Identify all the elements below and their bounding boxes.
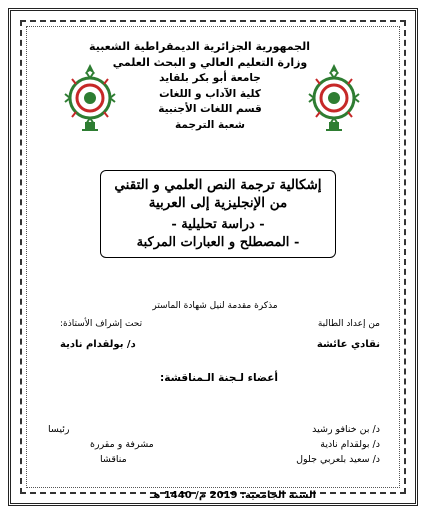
supervisor-label: تحت إشراف الأستاذة: bbox=[60, 319, 143, 329]
header-university: جامعة أبو بكر بلقايد bbox=[159, 72, 261, 84]
header-faculty: كلية الآداب و اللغات bbox=[159, 88, 261, 100]
student-label: من إعداد الطالبة bbox=[317, 319, 380, 329]
title-line-2: من الإنجليزية إلى العربية bbox=[148, 195, 288, 211]
header-ministry: وزارة التعليم العالي و البحث العلمي bbox=[112, 56, 308, 69]
title-line-3: - دراسة تحليلية - bbox=[171, 217, 265, 232]
committee-member-1-role: رئيسا bbox=[48, 424, 70, 435]
header-republic: الجمهورية الجزائرية الديمقراطية الشعبية bbox=[89, 40, 310, 53]
academic-year: السنة الجامعية: 2019 م/ 1440 هـ bbox=[150, 490, 317, 501]
left-university-emblem-icon bbox=[64, 58, 116, 140]
title-line-4: - المصطلح و العبارات المركبة bbox=[136, 235, 300, 250]
memo-text: مذكرة مقدمة لنيل شهادة الماستر bbox=[152, 301, 278, 311]
committee-member-2-role: مشرفة و مقررة bbox=[90, 439, 154, 450]
header-branch: شعبة الترجمة bbox=[175, 119, 245, 131]
thesis-title-box bbox=[100, 170, 336, 258]
title-line-1: إشكالية ترجمة النص العلمي و التقني bbox=[114, 177, 322, 193]
committee-member-3-name: د/ سعيد بلعربي جلول bbox=[296, 454, 380, 465]
committee-member-1-name: د/ بن خنافو رشيد bbox=[312, 424, 380, 435]
committee-member-2-name: د/ بولقدام نادية bbox=[320, 439, 380, 450]
committee-heading: أعضاء لـجنة الـمناقشة: bbox=[160, 372, 279, 384]
header-department: قسم اللغات الأجنبية bbox=[158, 103, 262, 115]
committee-member-3-role: مناقشا bbox=[100, 454, 127, 465]
student-name: نقادي عائشة bbox=[316, 339, 380, 350]
right-university-emblem-icon bbox=[308, 58, 360, 140]
supervisor-name: د/ بولقدام نادية bbox=[60, 339, 136, 350]
